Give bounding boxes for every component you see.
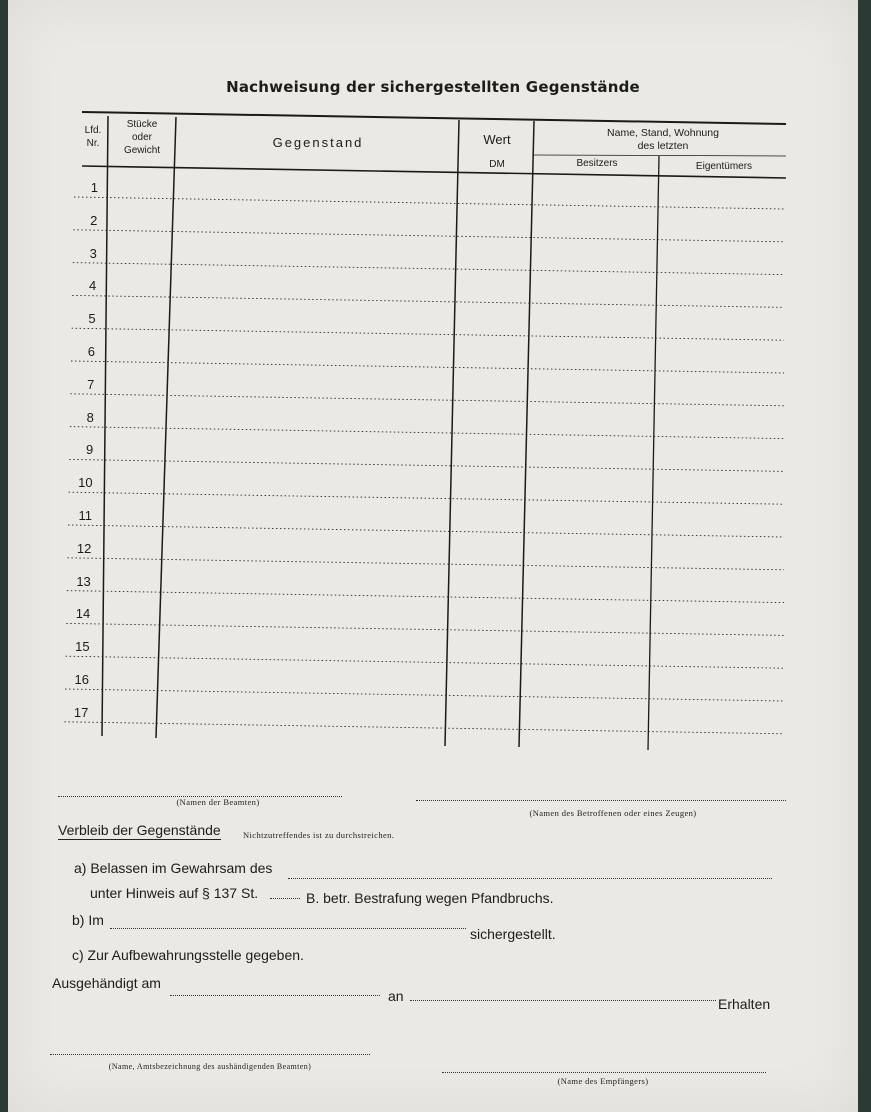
row-number: 8: [86, 409, 94, 425]
row-number: 5: [88, 311, 96, 327]
row-separator: [69, 492, 784, 504]
handover-recipient-line: [410, 1000, 716, 1001]
row-number: 13: [76, 573, 91, 589]
header-wert-unit: DM: [489, 159, 505, 170]
row-separator: [67, 558, 784, 570]
handover-suffix: Erhalten: [718, 996, 771, 1012]
option-a-line2-part2: B. betr. Bestrafung wegen Pfandbruchs.: [306, 890, 554, 906]
header-besitzers: Besitzers: [576, 158, 618, 169]
handover-prefix: Ausgehändigt am: [52, 975, 161, 991]
option-a-line2-part1: unter Hinweis auf § 137 St.: [90, 885, 259, 901]
handover-date-line: [170, 995, 380, 996]
row-number: 15: [75, 639, 90, 655]
row-number: 12: [76, 540, 92, 556]
row-separator: [70, 394, 784, 406]
row-number: 4: [88, 278, 97, 294]
caption-witness: (Namen des Betroffenen oder eines Zeugen): [529, 808, 697, 818]
header-nr-line2: Nr.: [86, 138, 100, 149]
row-number: 6: [87, 344, 95, 359]
header-stuecke: [112, 118, 172, 157]
row-number: 2: [90, 212, 98, 228]
row-number: 10: [78, 475, 93, 491]
row-separator: [73, 263, 784, 275]
option-b-fill-line: [110, 928, 466, 929]
row-separator: [64, 722, 784, 734]
row-separator: [69, 459, 784, 471]
row-separator: [66, 623, 784, 635]
table-grid: [8, 0, 858, 760]
signature-line-issuing-officer: [50, 1054, 370, 1055]
signature-line-recipient: [442, 1072, 766, 1073]
option-a-fill-line: [288, 878, 772, 879]
option-a-inline-dots: [270, 898, 300, 899]
handover-middle: an: [388, 988, 404, 1004]
header-lfd-nr: [80, 124, 106, 150]
row-separator: [66, 656, 784, 668]
row-number: 11: [78, 508, 92, 523]
verbleib-note: Nichtzutreffendes ist zu durchstreichen.: [243, 830, 395, 840]
caption-officers: (Namen der Beamten): [176, 797, 260, 807]
row-separator: [72, 295, 784, 307]
row-number: 16: [74, 672, 89, 687]
row-number: 3: [89, 245, 97, 261]
option-b-suffix: sichergestellt.: [470, 926, 556, 942]
option-a-line1: a) Belassen im Gewahrsam des: [74, 860, 273, 876]
header-name-group-line1: Name, Stand, Wohnung: [607, 127, 719, 139]
row-number: 7: [87, 376, 95, 392]
header-stuecke-line1: Stücke: [126, 119, 158, 130]
document-page: [8, 0, 858, 1112]
document-title: Nachweisung der sichergestellten Gegenstände: [226, 78, 640, 96]
row-separator: [74, 197, 784, 209]
header-eigentuemers: Eigentümers: [695, 161, 753, 172]
row-number: 9: [85, 442, 94, 458]
option-b-prefix: b) Im: [72, 912, 104, 928]
header-name-group-line2: des letzten: [637, 140, 689, 152]
row-separator: [71, 361, 784, 373]
header-stuecke-line3: Gewicht: [123, 145, 161, 156]
row-number: 1: [90, 180, 98, 195]
header-lfd-line1: Lfd.: [84, 125, 102, 136]
row-separator: [73, 230, 784, 242]
option-c: c) Zur Aufbewahrungsstelle gegeben.: [72, 947, 304, 963]
header-gegenstand: Gegenstand: [272, 135, 364, 150]
caption-issuing-officer: (Name, Amtsbezeichnung des aushändigenden Beamten): [108, 1062, 312, 1071]
row-separator: [72, 328, 784, 340]
signature-line-witness: [416, 800, 786, 801]
row-separator: [68, 525, 784, 537]
row-number: 14: [75, 606, 91, 622]
verbleib-heading: Verbleib der Gegenstände: [58, 822, 221, 838]
header-name-group: [568, 127, 758, 153]
row-separator: [70, 427, 784, 439]
row-separator: [65, 689, 784, 701]
header-wert: Wert: [483, 132, 511, 147]
header-stuecke-line2: oder: [131, 132, 152, 143]
caption-recipient: (Name des Empfängers): [557, 1076, 649, 1086]
row-separator: [67, 591, 784, 603]
row-number: 17: [73, 704, 89, 720]
